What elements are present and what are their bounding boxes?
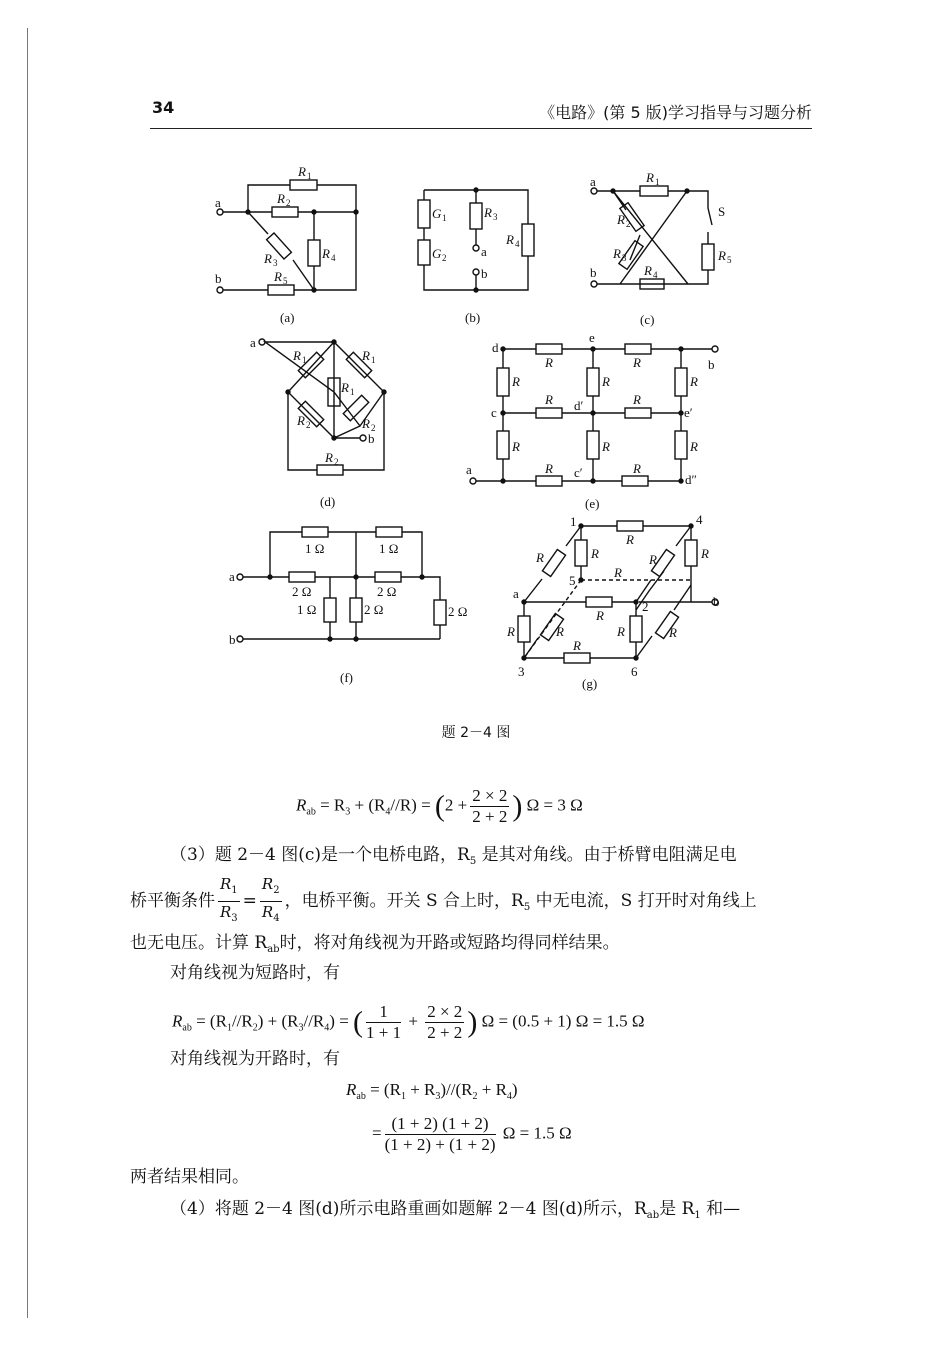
svg-text:G: G	[432, 246, 442, 261]
svg-text:R: R	[293, 348, 301, 363]
svg-text:3: 3	[493, 212, 498, 222]
svg-text:b: b	[713, 594, 720, 609]
panel-label-a: (a)	[280, 310, 295, 325]
equation-2: $R_{ab} = (R_1//R_2) + (R_3//R_4)$ = ( $\frac{1}{1 + 1}$ + $\frac{2 \times 2}{2 + 2}$ ) Ω = (0.5 + 1) Ω = 1.5 Ω	[172, 1002, 645, 1042]
svg-text:R: R	[646, 170, 654, 185]
svg-text:R: R	[507, 624, 515, 639]
svg-text:R: R	[512, 374, 520, 389]
svg-text:2 Ω: 2 Ω	[377, 584, 397, 599]
header-rule	[150, 128, 812, 129]
page-number: 34	[152, 98, 175, 117]
svg-text:2: 2	[286, 198, 291, 208]
svg-text:1 Ω: 1 Ω	[297, 602, 317, 617]
svg-text:R: R	[591, 546, 599, 561]
svg-text:R: R	[325, 450, 333, 465]
svg-text:b: b	[708, 357, 715, 372]
svg-text:4: 4	[696, 512, 703, 527]
svg-text:a: a	[590, 174, 596, 189]
svg-text:2: 2	[626, 219, 631, 229]
svg-text:R: R	[506, 232, 514, 247]
svg-text:1: 1	[307, 171, 312, 181]
svg-text:d′: d′	[574, 398, 584, 413]
svg-text:6: 6	[631, 664, 638, 679]
svg-text:a: a	[513, 586, 519, 601]
svg-text:b: b	[215, 271, 222, 286]
svg-text:2: 2	[334, 457, 339, 467]
svg-text:R: R	[633, 392, 641, 407]
svg-text:b: b	[229, 632, 236, 647]
panel-label-c: (c)	[640, 312, 655, 327]
figure-caption: 题 2－4 图	[441, 725, 511, 741]
para3-line2: 桥平衡条件 $\frac{R_1}{R_3}$ = $\frac{R_2}{R_4}$ ，电桥平衡。开关 S 合上时，$R_5$ 中无电流，S 打开时对角线上	[130, 875, 757, 924]
svg-text:R: R	[545, 461, 553, 476]
svg-text:1: 1	[302, 355, 307, 365]
para4: （4）将题 2－4 图(d)所示电路重画如题解 2－4 图(d)所示，$R_{ab}$是 $R_1$ 和—	[170, 1199, 741, 1221]
same-result-text: 两者结果相同。	[130, 1167, 249, 1187]
svg-text:R: R	[718, 248, 726, 263]
svg-text:R: R	[613, 246, 621, 261]
svg-text:R: R	[617, 212, 625, 227]
svg-text:a: a	[466, 462, 472, 477]
svg-text:R: R	[573, 638, 581, 653]
panel-label-f: (f)	[340, 670, 353, 685]
svg-text:b: b	[481, 266, 488, 281]
svg-text:4: 4	[331, 253, 336, 263]
svg-text:R: R	[626, 532, 634, 547]
svg-text:3: 3	[273, 258, 278, 268]
svg-text:2: 2	[442, 253, 447, 263]
svg-text:b: b	[590, 265, 597, 280]
svg-text:5: 5	[727, 255, 732, 265]
svg-text:R: R	[690, 439, 698, 454]
para3-line1: （3）题 2－4 图(c)是一个电桥电路，$R_5$ 是其对角线。由于桥臂电阻满足电	[170, 845, 737, 867]
svg-text:R: R	[322, 246, 330, 261]
svg-text:b: b	[368, 431, 375, 446]
equation-1: $R_{ab} = R_3 + (R_4//R) = (2$ + $\frac{2 \times 2}{2 + 2}$ ) Ω = 3 Ω	[296, 786, 583, 826]
svg-text:d″: d″	[685, 472, 697, 487]
svg-text:R: R	[274, 269, 282, 284]
svg-text:R: R	[669, 625, 677, 640]
svg-text:R: R	[362, 348, 370, 363]
svg-text:R: R	[341, 380, 349, 395]
svg-text:R: R	[264, 251, 272, 266]
equation-3b: = $\frac{(1 + 2) (1 + 2)}{(1 + 2) + (1 + 2)}$ Ω = 1.5 Ω	[372, 1114, 572, 1154]
svg-text:a: a	[229, 569, 235, 584]
svg-text:1: 1	[570, 514, 577, 529]
svg-text:R: R	[690, 374, 698, 389]
svg-text:4: 4	[653, 270, 658, 280]
svg-text:R: R	[644, 263, 652, 278]
circuit-figure	[0, 140, 952, 705]
running-header: 《电路》(第 5 版)学习指导与习题分析	[539, 103, 812, 122]
svg-text:R: R	[362, 416, 370, 431]
svg-text:e′: e′	[684, 405, 693, 420]
equation-3a: $R_{ab} = (R_1 + R_3)//(R_2 + R_4)$	[346, 1080, 518, 1102]
svg-text:R: R	[602, 374, 610, 389]
svg-text:R: R	[512, 439, 520, 454]
panel-g	[518, 521, 718, 663]
svg-text:5: 5	[283, 276, 288, 286]
svg-text:c′: c′	[574, 465, 583, 480]
panel-label-g: (g)	[582, 676, 598, 691]
svg-text:R: R	[536, 550, 544, 565]
svg-text:3: 3	[622, 253, 627, 263]
para3-line3: 也无电压。计算 $R_{ab}$时，将对角线视为开路或短路均得同样结果。	[130, 933, 620, 955]
svg-text:2: 2	[306, 420, 311, 430]
short-circuit-text: 对角线视为短路时，有	[170, 963, 340, 983]
svg-text:1: 1	[350, 387, 355, 397]
svg-text:a: a	[215, 195, 221, 210]
panel-label-d: (d)	[320, 494, 336, 509]
svg-text:4: 4	[515, 239, 520, 249]
svg-text:G: G	[432, 206, 442, 221]
svg-text:1: 1	[655, 177, 660, 187]
svg-text:d: d	[492, 340, 499, 355]
svg-text:2: 2	[642, 599, 649, 614]
panel-e	[470, 344, 718, 486]
svg-text:R: R	[484, 205, 492, 220]
svg-text:S: S	[718, 204, 726, 219]
svg-text:R: R	[701, 546, 709, 561]
open-circuit-text: 对角线视为开路时，有	[170, 1049, 340, 1069]
svg-text:R: R	[602, 439, 610, 454]
svg-text:5: 5	[569, 573, 576, 588]
svg-text:R: R	[545, 392, 553, 407]
svg-text:R: R	[633, 355, 641, 370]
svg-text:R: R	[633, 461, 641, 476]
svg-text:R: R	[617, 624, 625, 639]
svg-text:1: 1	[371, 355, 376, 365]
svg-text:2 Ω: 2 Ω	[364, 602, 384, 617]
panel-label-b: (b)	[465, 310, 481, 325]
svg-text:a: a	[481, 244, 487, 259]
svg-text:R: R	[277, 191, 285, 206]
svg-text:1 Ω: 1 Ω	[305, 541, 325, 556]
svg-text:3: 3	[518, 664, 525, 679]
svg-text:1 Ω: 1 Ω	[379, 541, 399, 556]
svg-text:R: R	[596, 608, 604, 623]
svg-text:2 Ω: 2 Ω	[292, 584, 312, 599]
panel-f	[237, 527, 446, 642]
svg-text:1: 1	[442, 213, 447, 223]
svg-text:e: e	[589, 330, 595, 345]
svg-text:R: R	[649, 552, 657, 567]
svg-text:R: R	[297, 413, 305, 428]
svg-text:2 Ω: 2 Ω	[448, 604, 468, 619]
svg-text:a: a	[250, 335, 256, 350]
svg-text:2: 2	[371, 423, 376, 433]
svg-text:R: R	[556, 624, 564, 639]
svg-text:c: c	[491, 405, 497, 420]
svg-text:R: R	[614, 565, 622, 580]
svg-text:R: R	[545, 355, 553, 370]
svg-text:R: R	[298, 164, 306, 179]
panel-label-e: (e)	[585, 496, 600, 511]
